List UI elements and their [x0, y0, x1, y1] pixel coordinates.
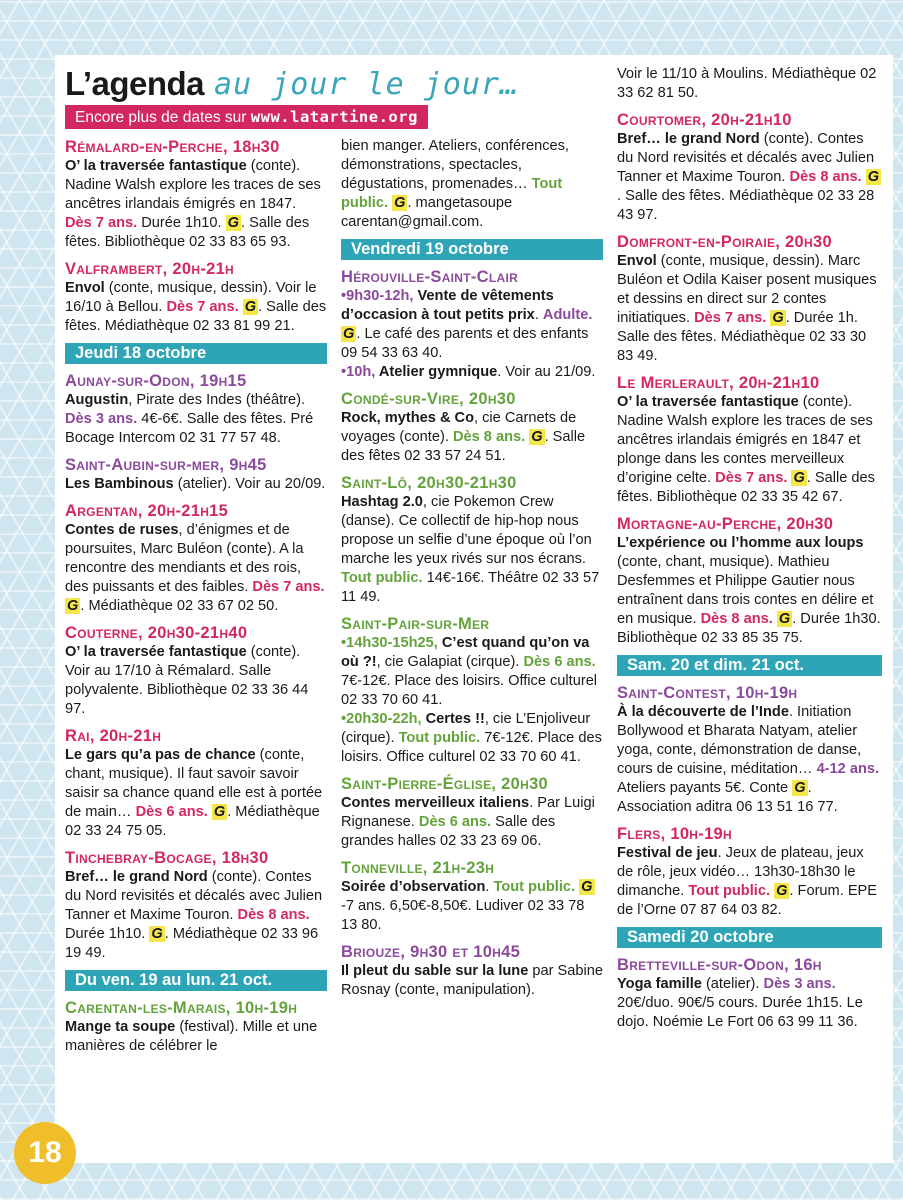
- age-label: Dès 3 ans.: [763, 976, 836, 992]
- event-title: Envol: [617, 253, 657, 269]
- event-entry: [65, 501, 327, 616]
- event-place: Hérouville-Saint-Clair: [341, 268, 519, 286]
- age-label: Dès 8 ans.: [789, 169, 862, 185]
- event-entry-continued: [617, 65, 882, 103]
- age-label: Dès 8 ans.: [452, 429, 526, 445]
- event-time: •14h30-15h25,: [341, 635, 438, 651]
- event-place: Le Merlerault, 20h-21h10: [617, 374, 820, 392]
- event-entry: [341, 858, 603, 935]
- event-text: . mangetasoupe carentan@gmail.com.: [341, 195, 513, 230]
- event-text: (conte, chant, musique). Il faut savoir savoir saisir sa chance quand elle est à portée de main…: [65, 747, 323, 820]
- free-badge: G: [343, 326, 355, 342]
- age-label: Dès 6 ans.: [418, 814, 492, 830]
- event-place: Briouze, 9h30 et 10h45: [341, 943, 521, 961]
- event-entry: [65, 623, 327, 719]
- age-label: Dès 8 ans.: [237, 907, 310, 923]
- age-label: Tout public.: [688, 883, 771, 899]
- event-entry-continued: [341, 137, 603, 232]
- event-entry: [65, 848, 327, 963]
- event-entry: [341, 774, 603, 851]
- event-title: O’ la traversée fantastique: [65, 644, 247, 660]
- free-badge: G: [244, 299, 257, 315]
- event-entry: [65, 259, 327, 336]
- event-title: Hashtag 2.0: [341, 494, 423, 510]
- event-text: 4€-6€. Salle des fêtes. Pré Bocage Intercom 02 31 77 57 48.: [65, 411, 314, 446]
- event-entry: [65, 726, 327, 841]
- event-text: (atelier).: [701, 976, 760, 992]
- event-title: O’ la traversée fantastique: [65, 158, 247, 174]
- event-title: Envol: [65, 280, 105, 296]
- free-badge: G: [793, 470, 805, 486]
- date-header: Vendredi 19 octobre: [341, 239, 603, 260]
- event-text: par Sabine Rosnay (conte, manipulation).: [341, 963, 603, 998]
- event-place: Carentan-les-Marais, 10h-19h: [65, 999, 298, 1017]
- event-place: Tinchebray-Bocage, 18h30: [65, 849, 269, 867]
- age-label: Tout public.: [341, 570, 423, 586]
- event-text: . Salle des fêtes. Médiathèque 02 33 81 99 21.: [65, 299, 327, 334]
- age-label: Dès 6 ans.: [519, 654, 596, 670]
- event-place: Saint-Contest, 10h-19h: [617, 684, 798, 702]
- date-header: Du ven. 19 au lun. 21 oct.: [65, 970, 327, 991]
- event-title: Les Bambinous: [65, 476, 174, 492]
- event-text: -7 ans. 6,50€-8,50€. Ludiver 02 33 78 13 80.: [341, 898, 585, 933]
- event-text: . Association aditra 06 13 51 16 77.: [617, 780, 838, 815]
- event-text: . Durée 1h. Salle des fêtes. Médiathèque 02 33 30 83 49.: [617, 310, 867, 364]
- event-text: Ateliers payants 5€. Conte: [617, 780, 793, 796]
- event-place: Saint-Pierre-Église, 20h30: [341, 775, 549, 793]
- event-entry: [65, 998, 327, 1056]
- event-place: Mortagne-au-Perche, 20h30: [617, 515, 834, 533]
- event-entry: [617, 232, 882, 366]
- event-text: .: [485, 879, 490, 895]
- free-badge: G: [151, 926, 163, 942]
- free-badge: G: [772, 310, 784, 326]
- event-place: Rai, 20h-21h: [65, 727, 162, 745]
- event-text: . Durée 1h30. Bibliothèque 02 33 85 35 75.: [617, 611, 881, 646]
- event-text: Durée 1h10.: [65, 926, 150, 942]
- event-entry: [617, 683, 882, 817]
- age-label: Dès 7 ans.: [252, 579, 325, 595]
- event-title: O’ la traversée fantastique: [617, 394, 799, 410]
- event-title: Atelier gymnique: [375, 364, 498, 380]
- free-badge: G: [531, 429, 543, 445]
- event-place: Flers, 10h-19h: [617, 825, 732, 843]
- free-badge: G: [776, 883, 788, 899]
- event-text: (festival). Mille et une manières de célébrer le: [65, 1019, 318, 1054]
- event-text: . Salle des fêtes. Bibliothèque 02 33 35 42 67.: [617, 470, 875, 505]
- free-badge: G: [867, 169, 880, 185]
- event-text: . Forum. EPE de l’Orne 07 87 64 03 82.: [617, 883, 878, 918]
- event-title: Bref… le grand Nord: [65, 869, 208, 885]
- page-title: L’agenda: [65, 65, 205, 102]
- event-text: (conte, chant, musique). Mathieu Desfemmes et Philippe Gautier nous entraînent dans trois contes en délire et en musique.: [617, 554, 874, 627]
- free-badge: G: [794, 780, 806, 796]
- event-text: . Initiation Bollywood et Bharata Natyam, atelier yoga, conte, démonstration de danse, cours de cuisine, méditation…: [617, 704, 862, 777]
- event-text: 14€-16€. Théâtre 02 33 57 11 49.: [341, 570, 600, 605]
- event-entry: [617, 373, 882, 507]
- event-text: bien manger. Ateliers, conférences, démonstrations, spectacles, dégustations, promenades…: [341, 138, 569, 192]
- event-text: (conte). Contes du Nord revisités et décalés avec Julien Tanner et Maxime Touron.: [617, 131, 875, 185]
- event-entry: [617, 824, 882, 920]
- event-title: Bref… le grand Nord: [617, 131, 760, 147]
- event-text: , Pirate des Indes (théâtre).: [128, 392, 306, 408]
- event-title: Soirée d’observation: [341, 879, 486, 895]
- event-text: (conte, musique, dessin). Voir le 16/10 à Bellou.: [65, 280, 317, 315]
- promo-banner: [65, 105, 428, 129]
- free-badge: G: [778, 611, 791, 627]
- event-text: 20€/duo. 90€/5 cours. Durée 1h15. Le dojo. Noémie Le Fort 06 63 99 11 36.: [617, 995, 863, 1030]
- event-place: Condé-sur-Vire, 20h30: [341, 390, 516, 408]
- event-entry: [617, 955, 882, 1032]
- event-title: Rock, mythes & Co: [341, 410, 474, 426]
- event-text: Voir le 11/10 à Moulins. Médiathèque 02 33 62 81 50.: [617, 66, 877, 101]
- free-badge: G: [394, 195, 406, 211]
- column-2: [341, 137, 603, 1007]
- age-label: Tout public.: [341, 176, 563, 211]
- event-entry: [341, 614, 603, 767]
- event-text: (conte). Nadine Walsh explore les traces de ses ancêtres irlandais émigrés en 1847 et plonge dans les contes merveilleux d’origine celte.: [617, 394, 873, 486]
- event-place: Argentan, 20h-21h15: [65, 502, 229, 520]
- event-place: Courtomer, 20h-21h10: [617, 111, 792, 129]
- event-entry: [341, 473, 603, 607]
- event-text: (conte). Nadine Walsh explore les traces de ses ancêtres irlandais émigrés en 1847.: [65, 158, 321, 212]
- page-subtitle: au jour le jour…: [214, 66, 520, 102]
- event-title: Augustin: [65, 392, 129, 408]
- event-place: Aunay-sur-Odon, 19h15: [65, 372, 247, 390]
- event-time: •9h30-12h,: [341, 288, 414, 304]
- event-title: L’expérience ou l’homme aux loups: [617, 535, 864, 551]
- age-label: Adulte.: [542, 307, 593, 323]
- event-title: Le gars qu’a pas de chance: [65, 747, 256, 763]
- event-title: Contes merveilleux italiens: [341, 795, 530, 811]
- event-text: , cie Galapiat (cirque).: [376, 654, 520, 670]
- event-title: Vente de vêtements d’occasion à tout petits prix: [341, 288, 554, 323]
- event-text: . Salle des fêtes 02 33 57 24 51.: [341, 429, 586, 464]
- page-number-badge: 18: [14, 1122, 76, 1184]
- date-header: Samedi 20 octobre: [617, 927, 882, 948]
- age-label: Tout public.: [394, 730, 481, 746]
- website-link[interactable]: www.latartine.org: [250, 108, 418, 126]
- age-label: Tout public.: [493, 879, 576, 895]
- event-title: Festival de jeu: [617, 845, 718, 861]
- event-text: , cie L’Enjoliveur (cirque).: [341, 711, 591, 746]
- event-place: Domfront-en-Poiraie, 20h30: [617, 233, 832, 251]
- promo-text: Encore plus de dates sur: [75, 109, 251, 126]
- event-text: (atelier). Voir au 20/09.: [173, 476, 326, 492]
- event-text: , cie Pokemon Crew (danse). Ce collectif de hip-hop nous propose un selfie d’une époque où l’on marche les yeux rivés sur nos écrans.: [341, 494, 592, 567]
- event-text: . Médiathèque 02 33 24 75 05.: [65, 804, 320, 839]
- event-place: Saint-Lô, 20h30-21h30: [341, 474, 517, 492]
- event-text: 7€-12€. Place des loisirs. Office culturel 02 33 70 60 41.: [341, 730, 602, 765]
- event-title: Certes !!: [421, 711, 485, 727]
- age-label: Dès 7 ans.: [65, 215, 138, 231]
- event-place: Rémalard-en-Perche, 18h30: [65, 138, 280, 156]
- event-title: À la découverte de l’Inde: [617, 704, 789, 720]
- event-title: C’est quand qu’on va où ?!: [341, 635, 590, 670]
- event-time: •20h30-22h,: [341, 711, 422, 727]
- page-paper: [55, 55, 893, 1163]
- event-text: , cie Carnets de voyages (conte).: [341, 410, 577, 445]
- event-text: . Jeux de plateau, jeux de rôle, jeux vidéo… 13h30-18h30 le dimanche.: [617, 845, 864, 899]
- event-place: Tonneville, 21h-23h: [341, 859, 495, 877]
- column-1: [65, 137, 327, 1063]
- event-text: (conte). Contes du Nord revisités et décalés avec Julien Tanner et Maxime Touron.: [65, 869, 323, 923]
- event-entry: Hérouville-Saint-Clair •9h30-12h, Vente de vêtements d’occasion à tout petits prix. Adulte. G . Le café des parents et des enfants 09 54 33 63 40. •10h, Atelier gymnique. Voir au 21/09.: [341, 267, 603, 382]
- event-time: •10h,: [341, 364, 376, 380]
- column-3: [617, 65, 882, 1039]
- age-label: 4-12 ans.: [816, 761, 880, 777]
- free-badge: G: [227, 215, 239, 231]
- event-text: . Par Luigi Rignanese.: [341, 795, 595, 830]
- event-place: Saint-Pair-sur-Mer: [341, 615, 490, 633]
- event-place: Valframbert, 20h-21h: [65, 260, 235, 278]
- event-entry: [65, 371, 327, 448]
- event-entry: [617, 514, 882, 648]
- event-text: , d’énigmes et de poursuites, Marc Buléon (conte). A la rencontre des mendiants et des rois, des puissants et des faibles.: [65, 522, 304, 595]
- age-label: Dès 6 ans.: [135, 804, 208, 820]
- masthead: [65, 65, 519, 105]
- event-entry: [65, 455, 327, 494]
- event-text: . Voir au 21/09.: [497, 364, 596, 380]
- event-title: Il pleut du sable sur la lune: [341, 963, 529, 979]
- event-text: . Médiathèque 02 33 67 02 50.: [80, 598, 279, 614]
- event-entry: [341, 942, 603, 1000]
- event-text: . Le café des parents et des enfants 09 54 33 63 40.: [341, 326, 589, 361]
- event-text: Salle des grandes halles 02 33 23 69 06.: [341, 814, 556, 849]
- event-entry: [341, 389, 603, 466]
- age-label: Dès 3 ans.: [65, 411, 138, 427]
- age-label: Dès 7 ans.: [715, 470, 788, 486]
- free-badge: G: [213, 804, 226, 820]
- event-title: Mange ta soupe: [65, 1019, 176, 1035]
- age-label: Dès 7 ans.: [166, 299, 239, 315]
- free-badge: G: [581, 879, 593, 895]
- event-place: Saint-Aubin-sur-mer, 9h45: [65, 456, 267, 474]
- event-text: (conte). Voir au 17/10 à Rémalard. Salle polyvalente. Bibliothèque 02 33 36 44 97.: [65, 644, 309, 717]
- age-label: Dès 7 ans.: [694, 310, 767, 326]
- event-title: Yoga famille: [617, 976, 702, 992]
- event-text: 7€-12€. Place des loisirs. Office culturel 02 33 70 60 41.: [341, 673, 598, 708]
- age-label: Dès 8 ans.: [700, 611, 773, 627]
- event-title: Contes de ruses: [65, 522, 179, 538]
- event-entry: [617, 110, 882, 225]
- event-entry: [65, 137, 327, 252]
- event-text: (conte, musique, dessin). Marc Buléon et Odila Kaiser posent musiques et dessins en direct sur 2 contes initiatiques.: [617, 253, 877, 326]
- event-text: . Médiathèque 02 33 96 19 49.: [65, 926, 319, 961]
- event-text: . Salle des fêtes. Bibliothèque 02 33 83 65 93.: [65, 215, 310, 250]
- event-text: . Salle des fêtes. Médiathèque 02 33 28 43 97.: [617, 188, 875, 223]
- event-text: Durée 1h10.: [137, 215, 226, 231]
- event-place: Bretteville-sur-Odon, 16h: [617, 956, 822, 974]
- date-header: Jeudi 18 octobre: [65, 343, 327, 364]
- date-header: Sam. 20 et dim. 21 oct.: [617, 655, 882, 676]
- free-badge: G: [67, 598, 79, 614]
- event-place: Couterne, 20h30-21h40: [65, 624, 248, 642]
